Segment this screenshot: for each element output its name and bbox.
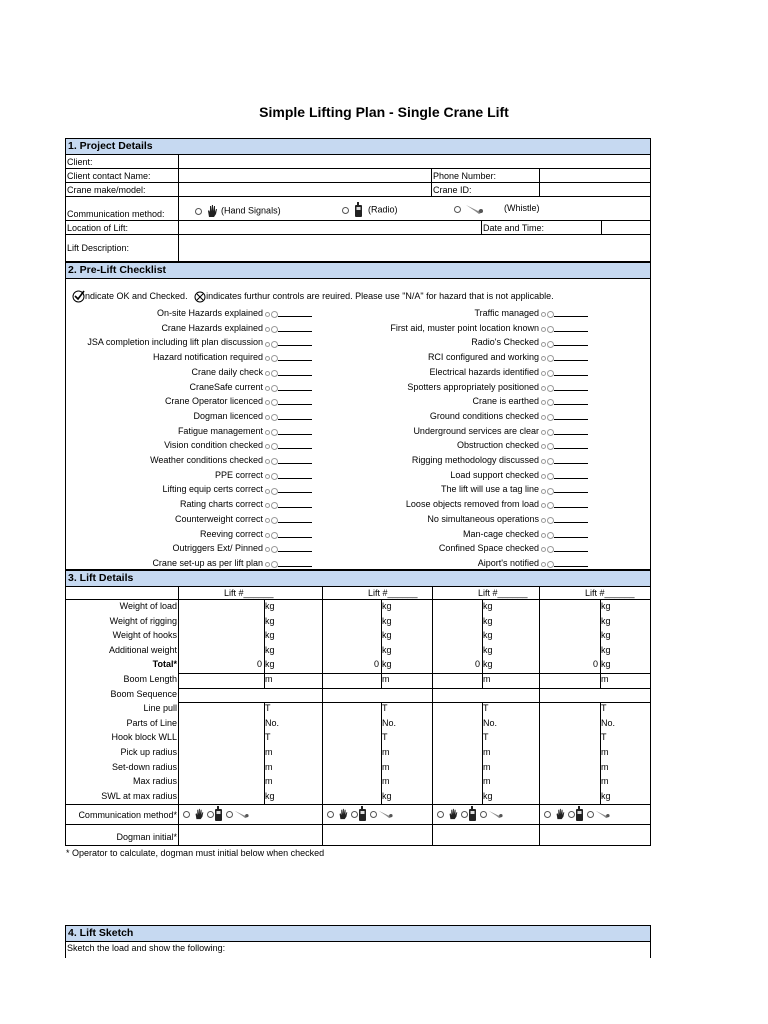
- checklist-mark-left[interactable]: [265, 514, 312, 526]
- lift-value-field[interactable]: [540, 732, 598, 743]
- hand-icon: [337, 808, 349, 820]
- lift-row-label: Boom Sequence: [110, 688, 177, 699]
- lift-value-field[interactable]: [179, 630, 262, 641]
- radio-icon: [358, 806, 367, 822]
- checklist-mark-right[interactable]: [541, 352, 588, 364]
- unit-label: T: [265, 732, 271, 743]
- checklist-item-right: Crane is earthed: [472, 396, 539, 407]
- lift-value-field[interactable]: [433, 616, 480, 627]
- whistle-radio[interactable]: [587, 811, 594, 818]
- hand-signals-radio[interactable]: [437, 811, 444, 818]
- checklist-mark-right[interactable]: [541, 529, 588, 541]
- unit-label: kg: [382, 659, 392, 670]
- lift-row-label: Hook block WLL: [111, 732, 177, 743]
- lift-value-field[interactable]: [323, 762, 379, 773]
- page-title: Simple Lifting Plan - Single Crane Lift: [259, 104, 509, 120]
- date-time-label: Date and Time:: [483, 223, 545, 233]
- checklist-item-right: Loose objects removed from load: [405, 499, 539, 510]
- checklist-item-right: Electrical hazards identified: [429, 366, 539, 377]
- radio-label: (Radio): [368, 204, 398, 215]
- unit-label: T: [265, 703, 271, 714]
- checklist-item-left: Dogman licenced: [193, 410, 263, 421]
- unit-label: m: [483, 747, 491, 757]
- hand-icon: [205, 204, 219, 218]
- checklist-mark-left[interactable]: [265, 529, 312, 541]
- unit-label: m: [601, 674, 609, 684]
- unit-label: m: [265, 776, 273, 787]
- unit-label: m: [601, 776, 609, 787]
- section-4-header: 4. Lift Sketch: [65, 925, 651, 942]
- checklist-mark-right[interactable]: [541, 382, 588, 394]
- section-1-header: 1. Project Details: [65, 138, 651, 155]
- hand-icon: [554, 808, 566, 820]
- lift-row-label: Weight of load: [119, 601, 177, 611]
- unit-label: m: [483, 776, 491, 787]
- whistle-icon: [233, 809, 251, 819]
- radio-icon: [352, 202, 366, 218]
- checklist-item-left: Vision condition checked: [164, 440, 263, 451]
- unit-label: kg: [601, 790, 611, 801]
- checklist-mark-right[interactable]: [541, 558, 588, 570]
- lift-row-label: Set-down radius: [111, 761, 177, 772]
- lift-value-field[interactable]: [540, 762, 598, 773]
- unit-label: T: [601, 732, 607, 743]
- checklist-mark-right[interactable]: [541, 396, 588, 408]
- lift-description-label: Lift Description:: [67, 243, 130, 253]
- checklist-legend: [72, 290, 554, 303]
- check-circle-icon: [72, 290, 85, 303]
- unit-label: T: [483, 732, 489, 743]
- checklist-item-right: Traffic managed: [474, 308, 539, 318]
- unit-label: kg: [483, 644, 493, 655]
- section-3-header: 3. Lift Details: [65, 570, 651, 587]
- checklist-item-right: No simultaneous operations: [427, 513, 539, 524]
- whistle-icon: [464, 203, 486, 215]
- lift-value-field[interactable]: [323, 718, 379, 729]
- lift-value-field[interactable]: [323, 732, 379, 743]
- communication-method-label: Communication method:: [67, 209, 165, 219]
- radio-icon: [214, 806, 223, 822]
- lift-value-field[interactable]: [179, 689, 320, 700]
- radio-icon: [468, 806, 477, 822]
- lift-row-label: Parts of Line: [126, 717, 177, 728]
- unit-label: No.: [601, 717, 616, 728]
- checklist-mark-right[interactable]: [541, 484, 588, 496]
- radio-option-radio[interactable]: [207, 811, 214, 818]
- checklist-mark-left[interactable]: [265, 543, 312, 555]
- lift-value-field[interactable]: [323, 630, 379, 641]
- checklist-mark-left[interactable]: [265, 440, 312, 452]
- lift-value-field[interactable]: [540, 616, 598, 627]
- whistle-icon: [377, 809, 395, 819]
- lift-value-field[interactable]: [323, 791, 379, 802]
- lift-value-field[interactable]: [433, 645, 480, 656]
- whistle-icon: [487, 809, 505, 819]
- lift-value-field[interactable]: [323, 601, 379, 612]
- lift-value-field[interactable]: [540, 630, 598, 641]
- checklist-item-left: CraneSafe current: [189, 381, 263, 392]
- unit-label: kg: [483, 630, 493, 641]
- lift-number-label[interactable]: Lift #______: [368, 588, 418, 598]
- checklist-item-right: Confined Space checked: [438, 543, 539, 554]
- lift-value-field[interactable]: [179, 703, 262, 714]
- sketch-instruction: Sketch the load and show the following:: [67, 943, 226, 953]
- unit-label: kg: [483, 601, 493, 611]
- checklist-mark-left[interactable]: [265, 367, 312, 379]
- unit-label: kg: [265, 644, 275, 655]
- legend-further-text: indicates furthur controls are reuired. Please use "N/A" for hazard that is not applicable.: [206, 290, 554, 301]
- unit-label: kg: [265, 615, 275, 626]
- checklist-mark-left[interactable]: [265, 455, 312, 467]
- legend-ok-text: ndicate OK and Checked.: [85, 290, 188, 301]
- section-2-header: 2. Pre-Lift Checklist: [65, 262, 651, 279]
- unit-label: T: [483, 703, 489, 714]
- hand-signals-radio[interactable]: [195, 208, 202, 215]
- lift-value-field[interactable]: [540, 718, 598, 729]
- unit-label: kg: [483, 659, 493, 670]
- lift-value-field[interactable]: 0: [256, 659, 262, 670]
- checklist-mark-right[interactable]: [541, 411, 588, 423]
- lift-row-label: Total*: [152, 659, 177, 670]
- hand-signals-radio[interactable]: [544, 811, 551, 818]
- checklist-item-left: Counterweight correct: [174, 513, 263, 524]
- unit-label: m: [601, 761, 609, 772]
- checklist-mark-right[interactable]: [541, 308, 588, 320]
- lift-value-field[interactable]: [323, 703, 379, 714]
- checklist-item-right: Load support checked: [450, 469, 539, 480]
- lift-comm-options[interactable]: [183, 806, 251, 822]
- lift-value-field[interactable]: [540, 791, 598, 802]
- unit-label: kg: [382, 644, 392, 655]
- lift-value-field[interactable]: [433, 747, 480, 758]
- cross-circle-icon: [194, 291, 206, 303]
- lift-row-label: Additional weight: [108, 644, 177, 655]
- lift-value-field[interactable]: [433, 689, 537, 700]
- checklist-item-left: Crane Operator licenced: [164, 396, 263, 407]
- checklist-item-left: Fatigue management: [177, 425, 263, 436]
- unit-label: m: [483, 761, 491, 772]
- checklist-item-right: Obstruction checked: [456, 440, 539, 451]
- checklist-mark-left[interactable]: [265, 352, 312, 364]
- hand-icon: [193, 808, 205, 820]
- lift-value-field[interactable]: [540, 601, 598, 612]
- checklist-item-right: Radio's Checked: [471, 337, 539, 348]
- checklist-item-left: PPE correct: [214, 469, 263, 480]
- checklist-item-left: On-site Hazards explained: [156, 308, 263, 318]
- operator-footnote: * Operator to calculate, dogman must initial below when checked: [66, 848, 325, 858]
- client-field[interactable]: [180, 156, 650, 168]
- hand-signals-label: (Hand Signals): [221, 205, 281, 216]
- unit-label: kg: [382, 630, 392, 641]
- checklist-mark-right[interactable]: [541, 514, 588, 526]
- checklist-item-left: Crane Hazards explained: [161, 322, 263, 333]
- communication-method-row-label: Communication method*: [78, 810, 177, 821]
- lift-value-field[interactable]: [179, 732, 262, 743]
- dogman-initial-field[interactable]: [179, 826, 320, 844]
- checklist-mark-right[interactable]: [541, 426, 588, 438]
- comm-hand-option[interactable]: [195, 204, 281, 218]
- unit-label: m: [601, 747, 609, 757]
- comm-whistle-option[interactable]: [454, 203, 540, 215]
- hand-signals-radio[interactable]: [327, 811, 334, 818]
- unit-label: m: [382, 776, 390, 787]
- lift-value-field[interactable]: [540, 747, 598, 758]
- lift-value-field[interactable]: [433, 776, 480, 787]
- lift-number-label[interactable]: Lift #______: [478, 588, 528, 598]
- lift-row-label: Boom Length: [123, 674, 177, 684]
- lift-value-field[interactable]: [433, 703, 480, 714]
- checklist-item-right: Man-cage checked: [462, 528, 539, 539]
- lift-value-field[interactable]: [433, 762, 480, 773]
- unit-label: No.: [265, 717, 280, 728]
- dogman-initial-field[interactable]: [433, 826, 537, 844]
- unit-label: kg: [265, 630, 275, 641]
- dogman-initial-label: Dogman initial*: [116, 832, 177, 843]
- whistle-radio[interactable]: [226, 811, 233, 818]
- client-label: Client:: [67, 157, 93, 167]
- unit-label: T: [601, 703, 607, 714]
- date-time-field[interactable]: [603, 221, 649, 233]
- checklist-mark-left[interactable]: [265, 308, 312, 320]
- crane-make-label: Crane make/model:: [67, 185, 146, 195]
- lift-value-field[interactable]: [323, 689, 430, 700]
- lift-value-field[interactable]: [433, 674, 480, 685]
- lift-value-field[interactable]: [179, 645, 262, 656]
- checklist-item-right: Rigging methodology discussed: [411, 455, 539, 465]
- checklist-mark-left[interactable]: [265, 337, 312, 349]
- unit-label: m: [382, 761, 390, 772]
- lift-value-field[interactable]: [540, 776, 598, 787]
- checklist-item-left: Crane set-up as per lift plan: [152, 557, 263, 568]
- unit-label: No.: [483, 717, 498, 728]
- checklist-item-left: Outriggers Ext/ Pinned: [172, 543, 263, 554]
- unit-label: T: [382, 732, 388, 743]
- comm-radio-option[interactable]: [342, 202, 398, 218]
- lift-value-field[interactable]: [179, 718, 262, 729]
- lift-value-field[interactable]: [433, 630, 480, 641]
- checklist-mark-right[interactable]: [541, 440, 588, 452]
- unit-label: kg: [265, 659, 275, 670]
- radio-option-radio[interactable]: [351, 811, 358, 818]
- crane-id-field[interactable]: [541, 183, 649, 195]
- whistle-radio[interactable]: [454, 206, 461, 213]
- checklist-item-right: RCI configured and working: [427, 352, 539, 363]
- lift-value-field[interactable]: [323, 616, 379, 627]
- radio-option-radio[interactable]: [568, 811, 575, 818]
- location-field[interactable]: [180, 221, 480, 233]
- unit-label: kg: [483, 790, 493, 801]
- lift-value-field[interactable]: [323, 776, 379, 787]
- checklist-mark-right[interactable]: [541, 499, 588, 511]
- crane-id-label: Crane ID:: [433, 185, 472, 195]
- phone-number-label: Phone Number:: [433, 171, 497, 181]
- checklist-mark-right[interactable]: [541, 367, 588, 379]
- lift-value-field[interactable]: [323, 645, 379, 656]
- lift-value-field[interactable]: 0: [474, 659, 480, 670]
- whistle-label: (Whistle): [504, 203, 540, 214]
- checklist-mark-left[interactable]: [265, 323, 312, 335]
- unit-label: m: [382, 747, 390, 757]
- lift-number-label[interactable]: Lift #______: [585, 588, 635, 598]
- checklist-mark-left[interactable]: [265, 396, 312, 408]
- checklist-mark-right[interactable]: [541, 323, 588, 335]
- radio-icon: [575, 806, 584, 822]
- lift-value-field[interactable]: [540, 689, 648, 700]
- checklist-item-left: JSA completion including lift plan discussion: [87, 337, 263, 348]
- lift-value-field[interactable]: [433, 601, 480, 612]
- lift-value-field[interactable]: [433, 732, 480, 743]
- lift-value-field[interactable]: [179, 762, 262, 773]
- unit-label: No.: [382, 717, 397, 728]
- checklist-item-right: Aiport's notified: [477, 557, 539, 568]
- lift-value-field[interactable]: [323, 674, 379, 685]
- crane-make-field[interactable]: [180, 183, 430, 195]
- checklist-mark-right[interactable]: [541, 455, 588, 467]
- whistle-radio[interactable]: [370, 811, 377, 818]
- checklist-mark-right[interactable]: [541, 470, 588, 482]
- lift-row-label: SWL at max radius: [101, 790, 177, 801]
- radio-option-radio[interactable]: [342, 207, 349, 214]
- checklist-item-right: Spotters appropriately positioned: [407, 381, 539, 392]
- lift-value-field[interactable]: [179, 776, 262, 787]
- checklist-mark-left[interactable]: [265, 499, 312, 511]
- lift-value-field[interactable]: [323, 747, 379, 758]
- checklist-item-left: Lifting equip certs correct: [162, 484, 263, 495]
- checklist-item-right: Underground services are clear: [413, 425, 539, 436]
- checklist-mark-left[interactable]: [265, 426, 312, 438]
- unit-label: m: [265, 747, 273, 757]
- checklist-item-left: Reeving correct: [199, 528, 263, 539]
- hand-icon: [447, 808, 459, 820]
- lift-value-field[interactable]: [433, 791, 480, 802]
- checklist-item-left: Rating charts correct: [179, 499, 263, 510]
- lift-number-label[interactable]: Lift #______: [224, 588, 274, 598]
- checklist-mark-left[interactable]: [265, 558, 312, 570]
- lift-value-field[interactable]: [433, 718, 480, 729]
- checklist-item-right: The lift will use a tag line: [440, 484, 539, 495]
- lift-value-field[interactable]: [179, 616, 262, 627]
- checklist-mark-left[interactable]: [265, 470, 312, 482]
- lift-value-field[interactable]: 0: [592, 659, 598, 670]
- unit-label: kg: [601, 615, 611, 626]
- client-contact-label: Client contact Name:: [67, 171, 151, 181]
- client-contact-field[interactable]: [180, 169, 430, 181]
- unit-label: kg: [601, 630, 611, 641]
- lift-row-label: Max radius: [132, 776, 177, 787]
- unit-label: m: [265, 674, 273, 684]
- unit-label: kg: [483, 615, 493, 626]
- checklist-item-left: Hazard notification required: [152, 352, 263, 363]
- lift-value-field[interactable]: [179, 674, 262, 685]
- checklist-item-left: Weather conditions checked: [150, 455, 263, 465]
- unit-label: kg: [382, 615, 392, 626]
- unit-label: kg: [265, 601, 275, 611]
- lift-comm-options[interactable]: [437, 806, 505, 822]
- lift-row-label: Weight of rigging: [109, 615, 177, 626]
- lift-row-label: Weight of hooks: [112, 630, 177, 641]
- lift-value-field[interactable]: [179, 747, 262, 758]
- unit-label: kg: [382, 790, 392, 801]
- unit-label: kg: [601, 659, 611, 670]
- dogman-initial-field[interactable]: [323, 826, 430, 844]
- checklist-mark-left[interactable]: [265, 484, 312, 496]
- lift-description-field[interactable]: [180, 236, 650, 261]
- lift-comm-options[interactable]: [544, 806, 612, 822]
- unit-label: m: [382, 674, 390, 684]
- lift-value-field[interactable]: [540, 703, 598, 714]
- location-label: Location of Lift:: [67, 223, 129, 233]
- checklist-item-left: Crane daily check: [191, 366, 263, 377]
- lift-value-field[interactable]: 0: [373, 659, 379, 670]
- unit-label: kg: [382, 601, 392, 611]
- checklist-mark-right[interactable]: [541, 543, 588, 555]
- unit-label: m: [483, 674, 491, 684]
- unit-label: T: [382, 703, 388, 714]
- lift-value-field[interactable]: [179, 601, 262, 612]
- lift-value-field[interactable]: [540, 645, 598, 656]
- checklist-mark-right[interactable]: [541, 337, 588, 349]
- whistle-icon: [594, 809, 612, 819]
- checklist-mark-left[interactable]: [265, 411, 312, 423]
- phone-number-field[interactable]: [541, 169, 649, 181]
- whistle-radio[interactable]: [480, 811, 487, 818]
- unit-label: m: [265, 761, 273, 772]
- checklist-item-right: First aid, muster point location known: [390, 322, 539, 333]
- lift-value-field[interactable]: [540, 674, 598, 685]
- lift-row-label: Pick up radius: [120, 747, 177, 757]
- unit-label: kg: [265, 790, 275, 801]
- unit-label: kg: [601, 601, 611, 611]
- dogman-initial-field[interactable]: [540, 826, 648, 844]
- checklist-mark-left[interactable]: [265, 382, 312, 394]
- hand-signals-radio[interactable]: [183, 811, 190, 818]
- lift-row-label: Line pull: [143, 703, 177, 714]
- lift-comm-options[interactable]: [327, 806, 395, 822]
- radio-option-radio[interactable]: [461, 811, 468, 818]
- unit-label: kg: [601, 644, 611, 655]
- checklist-item-right: Ground conditions checked: [429, 410, 539, 421]
- lift-value-field[interactable]: [179, 791, 262, 802]
